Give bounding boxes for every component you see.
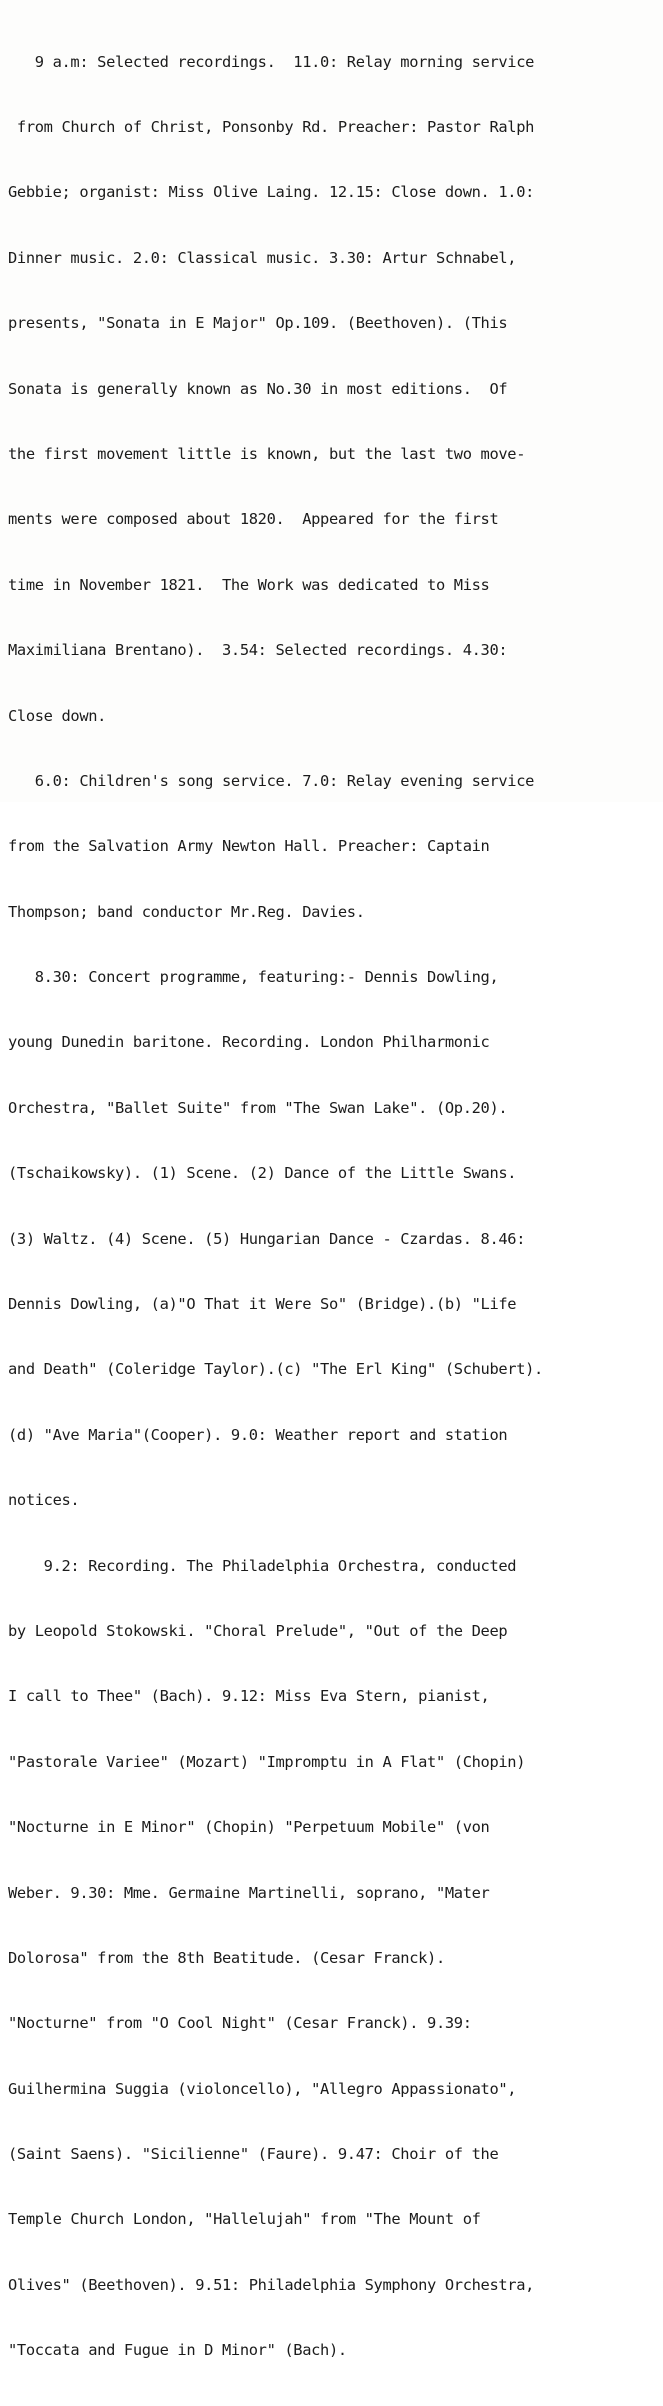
text-line: Temple Church London, "Hallelujah" from "The Mount of — [8, 2210, 481, 2229]
text-line: time in November 1821. The Work was dedicated to Miss — [8, 575, 490, 594]
text-line: (Tschaikowsky). (1) Scene. (2) Dance of the Little Swans. — [8, 1164, 517, 1183]
text-line: 9.2: Recording. The Philadelphia Orchestra, conducted — [8, 1556, 517, 1575]
text-line: I call to Thee" (Bach). 9.12: Miss Eva Stern, pianist, — [8, 1687, 490, 1706]
text-line: notices. — [8, 1491, 80, 1510]
text-line: "Pastorale Variee" (Mozart) "Impromptu in A Flat" (Chopin) — [8, 1752, 526, 1771]
text-line: 6.0: Children's song service. 7.0: Relay evening service — [8, 771, 535, 790]
text-line: from Church of Christ, Ponsonby Rd. Preacher: Pastor Ralph — [8, 117, 535, 136]
text-line: "Toccata and Fugue in D Minor" (Bach). — [8, 2341, 347, 2360]
text-line: Guilhermina Suggia (violoncello), "Allegro Appassionato", — [8, 2079, 517, 2098]
text-line: Olives" (Beethoven). 9.51: Philadelphia Symphony Orchestra, — [8, 2275, 535, 2294]
text-line: by Leopold Stokowski. "Choral Prelude", "Out of the Deep — [8, 1621, 508, 1640]
text-line: (Saint Saens). "Sicilienne" (Faure). 9.47: Choir of the — [8, 2145, 499, 2164]
text-line: the first movement little is known, but the last two move- — [8, 444, 526, 463]
text-line: Dolorosa" from the 8th Beatitude. (Cesar Franck). — [8, 1948, 445, 1967]
text-line: young Dunedin baritone. Recording. London Philharmonic — [8, 1033, 490, 1052]
text-line: "Nocturne" from "O Cool Night" (Cesar Franck). 9.39: — [8, 2014, 472, 2033]
text-line: presents, "Sonata in E Major" Op.109. (Beethoven). (This — [8, 314, 508, 333]
text-line: Close down. — [8, 706, 107, 725]
text-line: Maximiliana Brentano). 3.54: Selected recordings. 4.30: — [8, 641, 508, 660]
text-line: Sonata is generally known as No.30 in most editions. Of — [8, 379, 508, 398]
text-line: Dennis Dowling, (a)"O That it Were So" (Bridge).(b) "Life — [8, 1295, 517, 1314]
text-line: Weber. 9.30: Mme. Germaine Martinelli, soprano, "Mater — [8, 1883, 490, 1902]
typed-text-block — [8, 8, 658, 2406]
text-line: 8.30: Concert programme, featuring:- Dennis Dowling, — [8, 968, 499, 987]
text-line: (3) Waltz. (4) Scene. (5) Hungarian Dance - Czardas. 8.46: — [8, 1229, 526, 1248]
text-line: "Nocturne in E Minor" (Chopin) "Perpetuum Mobile" (von — [8, 1818, 490, 1837]
text-line: Orchestra, "Ballet Suite" from "The Swan Lake". (Op.20). — [8, 1098, 508, 1117]
text-line: and Death" (Coleridge Taylor).(c) "The Erl King" (Schubert). — [8, 1360, 543, 1379]
text-line: ments were composed about 1820. Appeared for the first — [8, 510, 499, 529]
text-line: (d) "Ave Maria"(Cooper). 9.0: Weather report and station — [8, 1425, 508, 1444]
text-line: Thompson; band conductor Mr.Reg. Davies. — [8, 902, 365, 921]
text-line: from the Salvation Army Newton Hall. Preacher: Captain — [8, 837, 490, 856]
text-line: 9 a.m: Selected recordings. 11.0: Relay morning service — [8, 52, 535, 71]
text-line: Dinner music. 2.0: Classical music. 3.30: Artur Schnabel, — [8, 248, 517, 267]
text-line: Gebbie; organist: Miss Olive Laing. 12.15: Close down. 1.0: — [8, 183, 535, 202]
